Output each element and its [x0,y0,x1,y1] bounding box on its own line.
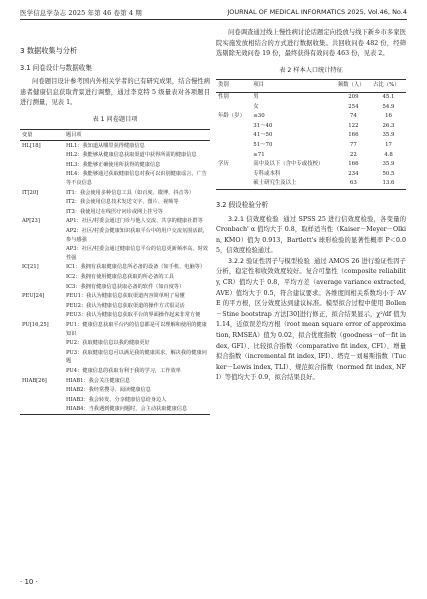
table2-percent: 17 [385,141,392,148]
cfa-body: 通过 AMOS 26 进行验证性因子分析，稳定性和收敛效度较好。复合可靠性（composite reliability, CR）值均大于 0.8，平均方差（average variance extracted, AVE）值均大于 0.5，符合建议要求。各维度间相关系数均小于 AVE 的平方根，区分效度达到建议标准。模型拟合过程中使用 Bollen－Stine bootstrap 方法[30]进行修正，拟合结果显示，χ²/df 值为 1.14，近似误差均方根（root mean square error of approximation, RMSEA）值为 0.02，拟合优度指数（goodness－of－fit index, GFI）、比较拟合指数（comparative fit index, CFI）、增量拟合指数（incremental fit index, IFI）、塔克－刘易斯指数（Tucker－Lewis index, TLI）、规范拟合指数（normed fit index, NFI）等值均大于 0.9，拟合结果良好。 [216,257,406,382]
table2-category [216,179,251,189]
subsection-title-3-1: 3.1 问卷设计与数据收集 [20,63,92,72]
table2-item: 女 [253,103,259,110]
table-row [216,170,406,180]
table-row [20,263,210,273]
table2-count: 63 [349,180,357,187]
table2-percent: 16 [385,113,392,120]
journal-title-cn: 医学信息学杂志 2025 年第 46 卷第 4 期 [20,9,142,17]
table1-variable: PEU[24] [22,293,45,300]
table2-category [216,103,251,113]
table2-percent: 54.9 [382,103,395,110]
table1-variable: AP[23] [22,218,40,225]
page-header [0,0,427,24]
table2-item: 专科或本科 [253,170,281,177]
table2-percent: 13.6 [382,180,395,187]
table2-item: 男 [253,93,259,100]
table2-category [216,122,251,132]
table-row [216,131,406,141]
table-row [20,217,210,227]
table1-variable: IT[20] [22,189,39,196]
table2-category: 性别 [218,93,229,100]
page-number: · 10 · [20,578,38,586]
table-row [20,376,210,386]
table2-count: 166 [348,132,359,139]
subsubsection-title-3-2-2: 3.2.2 验证性因子与模型检验 [228,257,310,265]
table1-item: HIAB4：当我遇到健康问题时，会主动获取健康信息 [66,406,188,413]
table1-item: HIAB2：我经常搜寻、阅读健康信息 [66,387,151,394]
table2-header-category: 类别 [216,80,251,93]
table2-item: 高中及以下（含中专或技校） [253,161,324,168]
table-row [20,320,210,338]
table-row [216,160,406,170]
table1-item: HL4：我能够通过获取健康信息对我可以识别健康谣言，广告等不良信息 [66,171,207,187]
table2-percent: 26.3 [382,122,395,129]
table1-item: AP2：社区/村委会健康知识获取平台中的用户交流氛围活跃，参与感强 [66,228,208,243]
table1-item: HIAB3：我会转发、分享健康信息给身边人 [66,396,167,403]
table2-count: 209 [348,93,359,100]
table2-category [216,151,251,161]
table-row [20,188,210,198]
table2-category [216,131,251,141]
table-row [216,151,406,161]
table2-item: ≥71 [253,151,265,158]
table1-item: AP1：社区/村委会通过门诊与他人交流、共享的健康社群等 [66,218,203,225]
paragraph-questionnaire: 问卷题目设计参考国内外相关学者的已有研究成果，结合慢性病患者健康信息获取背景进行调整，通过李克特 5 级量表对各项题目进行测量，见表 1。 [20,78,210,107]
table1-item: AP3：社区/村委会通过健康信息平台的信息更新频率高，时效性强 [66,246,208,261]
table2-percent: 50.5 [382,170,395,177]
section-title: 3 数据收集与分析 [20,46,78,55]
table-row [20,292,210,302]
table2-body [216,92,406,189]
right-column [216,28,406,384]
table2-item: 41～50 [253,132,273,139]
table1-item: IC1：我拥有获取健康信息所必备的设备（如手机、电脑等） [66,264,206,271]
paragraph-cfa [216,257,406,384]
table1-item: HL1：我知道从哪里获得健康信息 [66,142,145,149]
journal-title-en: JOURNAL OF MEDICAL INFORMATICS 2025, Vol.46, No.4 [227,8,407,16]
table1-variable: PU[16,25] [22,321,49,328]
table1-item: PEU1：我认为健康信息获取渠道内容简单明了易懂 [66,293,185,300]
header-rule [20,19,407,20]
table1-body [20,141,210,415]
reliability-body: 通过 SPSS 25 进行信效度检验，各变量的 Cronbach' α 值均大于 0.8，取样适当性（Kaiser－Meyer－Olkin, KMO）值为 0.913，Bartlett's 球形检验的显著性概率 P＜0.05，信效度检验通过。 [216,215,407,255]
table2-header-count: 频数（人） [336,80,371,93]
table1-item: IC3：我拥有健康信息获取必备的软件（如百度等） [66,283,185,290]
left-column [20,28,210,415]
table2-count: 74 [349,113,357,120]
table2-count: 254 [348,103,359,110]
table1-header-var: 变量 [20,129,64,141]
subsubsection-title-3-2-1: 3.2.1 信效度检验 [228,215,279,223]
table2-category: 学历 [218,161,229,168]
table-row [20,141,210,151]
table-row [216,179,406,189]
subsection-title-3-2: 3.2 假设检验分析 [216,200,269,209]
table2 [216,79,406,190]
table-row [216,141,406,151]
table2-item: 31～40 [253,122,273,129]
table2-count: 22 [349,151,357,158]
table2-count: 234 [348,170,359,177]
table1-item: IT2：我会使用信息技术发送文字、图片、视频等 [66,199,179,206]
table2-item: ≤30 [253,113,265,120]
table1-item: PU3：获取健康信息可以满足我的健康需求，解决我的健康问题 [66,349,207,365]
table1-item: HL3：我能够正确使用所获得的健康信息 [66,161,161,168]
table1-item: PU4：健康信息的获取有利于我的学习，工作效率 [66,367,181,374]
table1-item: IT3：我使用过在线医疗问诊或网上挂号等 [66,208,163,215]
table2-percent: 45.1 [382,93,395,100]
table1-caption: 表 1 问卷题目项 [92,115,138,123]
table1-variable: IC[21] [22,264,39,271]
table1-header-items: 题目项 [64,129,210,141]
paragraph-survey: 问卷调查通过线上慢性病讨论话题定向投放与线下新乡市多家医院实施发放相结合的方式进行数据收集。共回收问卷 482 份，经筛选剔除无效问卷 19 份，最终获得有效问卷 463 份，见表 2。 [216,29,406,58]
table2-header-percent: 占比（%） [371,80,406,93]
table2-header-item: 项目 [251,80,335,93]
table1-item: HL2：我能够从健康信息获取渠道中获得所需的健康信息 [66,152,197,159]
table1-variable: HIAB[26] [22,377,47,384]
paragraph-reliability [216,215,406,257]
table1-item: PU1：健康信息获取平台内的信息都是可以理解和使用的健康知识 [66,321,207,337]
table1-item: PEU2：我认为健康信息获取渠道的操作方式很灵活 [66,302,185,309]
table1-item: PEU3：我认为健康信息获取平台的界面操作起来非常方便 [66,312,201,319]
table-row [216,92,406,102]
table-row [216,103,406,113]
table2-count: 122 [348,122,359,129]
table2-caption: 表 2 样本人口统计特征 [279,66,343,74]
table2-percent: 4.8 [384,151,393,158]
table2-percent: 35.9 [382,132,395,139]
table1 [20,129,210,416]
table2-percent: 35.9 [382,161,395,168]
table2-count: 77 [349,141,357,148]
table-row [216,122,406,132]
table1-item: PU2：获取健康信息以我的健康更好 [66,340,150,347]
table2-category [216,170,251,180]
table2-item: 51～70 [253,141,273,148]
table2-category: 年龄（岁） [218,113,245,120]
table1-item: HIAB1：我会关注健康信息 [66,377,131,384]
table2-category [216,141,251,151]
table1-variable: HL[18] [22,142,41,149]
table-row [216,112,406,122]
table1-item: IT1：我会使用多种信息工具（如百度、微博、抖音等） [66,189,195,196]
table2-item: 硕士研究生及以上 [253,180,297,187]
table1-item: IC2：我拥有使用健康信息获取的所必备的工具 [66,273,174,280]
table2-count: 166 [348,161,359,168]
